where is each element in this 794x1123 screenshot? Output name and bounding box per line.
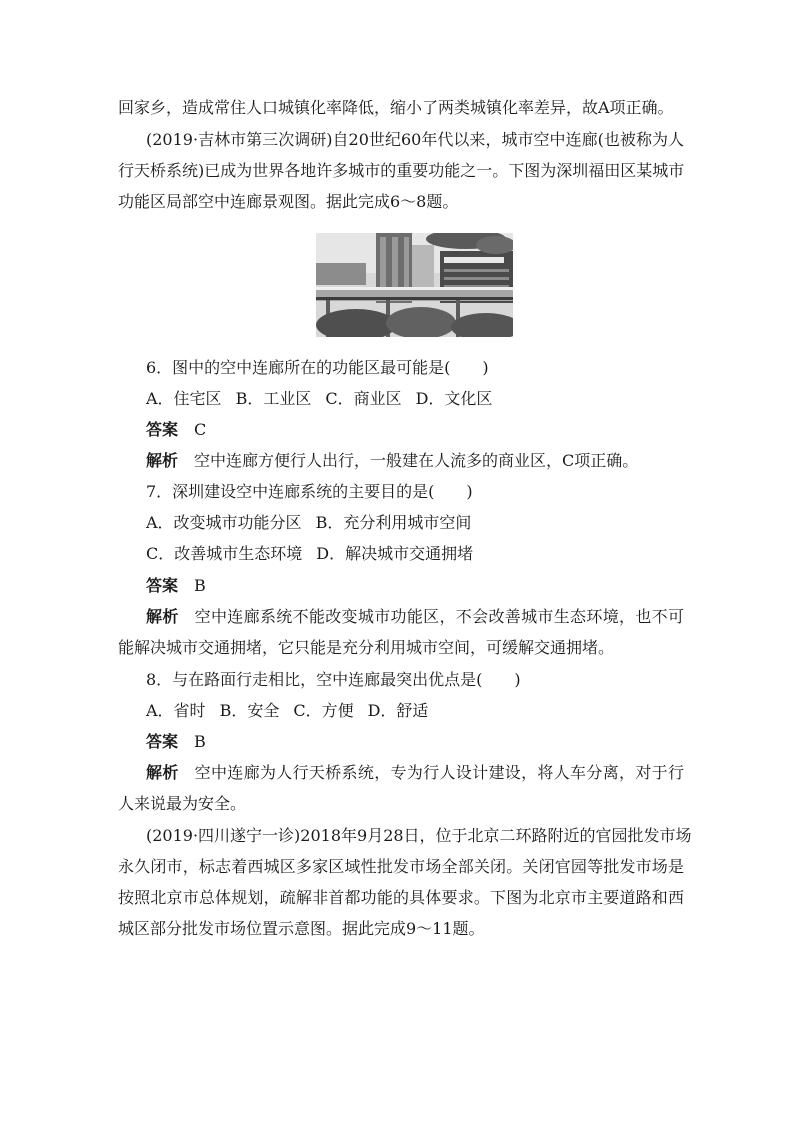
skybridge-photo-illustration — [316, 233, 513, 337]
analysis-label: 解析 — [146, 607, 179, 626]
analysis-text: 空中连廊为人行天桥系统，专为行人设计建设，将人车分离，对于行 — [194, 763, 684, 782]
intro-paragraph-1-line-3: 功能区局部空中连廊景观图。据此完成6～8题。 — [118, 192, 459, 211]
question-7-options-row-2 — [146, 544, 684, 564]
question-8-option-a: A．省时 — [146, 701, 206, 720]
answer-label: 答案 — [146, 420, 179, 439]
question-8-option-d: D．舒适 — [367, 701, 429, 720]
analysis-text: 空中连廊系统不能改变城市功能区，不会改善城市生态环境，也不可 — [194, 607, 684, 626]
question-6-stem: 6．图中的空中连廊所在的功能区最可能是( ) — [146, 358, 489, 377]
answer-label: 答案 — [146, 732, 179, 751]
question-6-answer — [146, 420, 684, 440]
intro-paragraph-2-line-3: 按照北京市总体规划，疏解非首都功能的具体要求。下图为北京市主要道路和西 — [118, 888, 684, 907]
question-7-analysis-line-1 — [146, 607, 684, 627]
question-6-option-c: C．商业区 — [325, 389, 402, 408]
skybridge-photo — [316, 233, 513, 337]
question-8-analysis-line-1 — [146, 763, 684, 783]
analysis-text: 空中连廊方便行人出行，一般建在人流多的商业区，C项正确。 — [194, 451, 639, 470]
answer-label: 答案 — [146, 576, 179, 595]
question-7-option-b: B．充分利用城市空间 — [315, 513, 472, 532]
question-7-answer — [146, 576, 684, 596]
intro-paragraph-2-line-4: 城区部分批发市场位置示意图。据此完成9～11题。 — [118, 919, 485, 938]
question-7-option-a: A．改变城市功能分区 — [146, 513, 302, 532]
question-6-option-a: A．住宅区 — [146, 389, 222, 408]
question-8-option-c: C．方便 — [293, 701, 354, 720]
question-8-options — [146, 701, 684, 721]
intro-paragraph-2-line-1: (2019·四川遂宁一诊)2018年9月28日，位于北京二环路附近的官园批发市场 — [146, 826, 692, 845]
question-6-option-b: B．工业区 — [235, 389, 312, 408]
question-6-options — [146, 389, 684, 409]
analysis-label: 解析 — [146, 763, 179, 782]
answer-value: B — [194, 576, 206, 595]
intro-paragraph-2-line-2: 永久闭市，标志着西城区多家区域性批发市场全部关闭。关闭官园等批发市场是 — [118, 857, 684, 876]
question-8-option-b: B．安全 — [219, 701, 280, 720]
question-7-option-c: C．改善城市生态环境 — [146, 544, 303, 563]
question-8-stem: 8．与在路面行走相比，空中连廊最突出优点是( ) — [146, 670, 521, 689]
question-6-option-d: D．文化区 — [415, 389, 493, 408]
question-8-answer — [146, 732, 684, 752]
analysis-label: 解析 — [146, 451, 179, 470]
paragraph-continuation: 回家乡，造成常住人口城镇化率降低，缩小了两类城镇化率差异，故A项正确。 — [118, 98, 674, 117]
intro-paragraph-1-line-2: 行天桥系统)已成为世界各地许多城市的重要功能之一。下图为深圳福田区某城市 — [118, 161, 685, 180]
question-7-analysis-line-2: 能解决城市交通拥堵，它只能是充分利用城市空间，可缓解交通拥堵。 — [118, 638, 615, 657]
question-7-option-d: D．解决城市交通拥堵 — [316, 544, 474, 563]
question-8-analysis-line-2: 人来说最为安全。 — [118, 794, 247, 813]
answer-value: B — [194, 732, 206, 751]
question-6-analysis — [146, 451, 684, 471]
intro-paragraph-1-line-1: (2019·吉林市第三次调研)自20世纪60年代以来，城市空中连廊(也被称为人 — [146, 130, 684, 149]
question-7-options-row-1 — [146, 513, 684, 533]
question-7-stem: 7．深圳建设空中连廊系统的主要目的是( ) — [146, 482, 473, 501]
answer-value: C — [194, 420, 207, 439]
